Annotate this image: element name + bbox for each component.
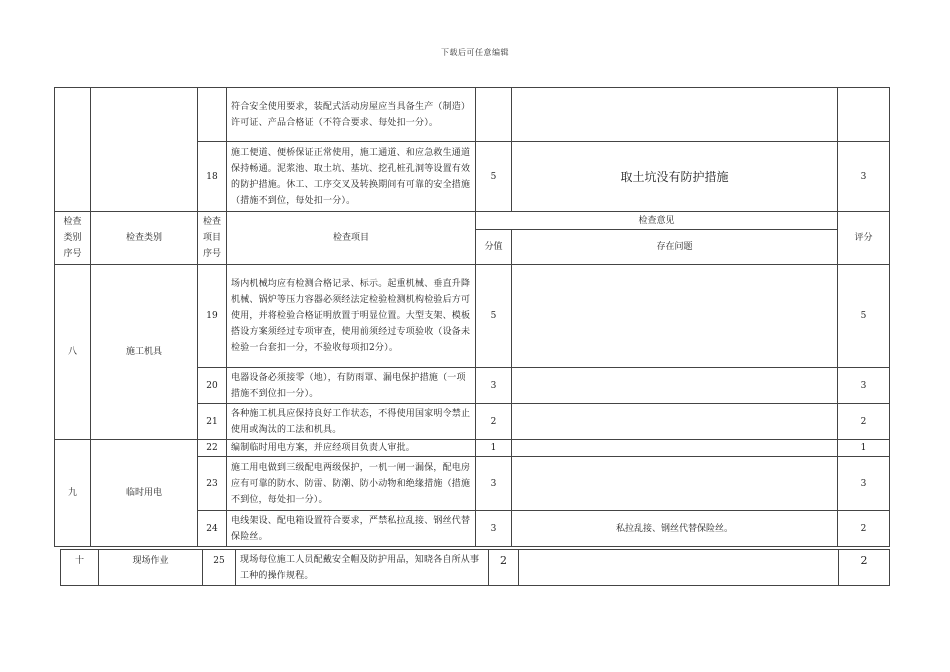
table-row: [61, 550, 890, 586]
category-number-cell: [55, 88, 91, 212]
issue-cell: [512, 88, 838, 142]
category-number-cell: 八: [55, 265, 91, 440]
item-text-cell: 编制临时用电方案，并应经项目负责人审批。: [227, 440, 476, 457]
issue-cell: 取土坑没有防护措施: [512, 142, 838, 212]
item-text-cell: 符合安全使用要求，装配式活动房屋应当具备生产（制造）许可证、产品合格证（不符合要求、每处扣一分）。: [227, 88, 476, 142]
table-row: [55, 440, 890, 457]
item-number-cell: 25: [203, 550, 236, 586]
value-cell: [476, 88, 512, 142]
item-number-cell: 20: [198, 368, 227, 404]
header-item: 检查项目: [227, 212, 476, 265]
value-cell: 1: [476, 440, 512, 457]
issue-cell: [512, 368, 838, 404]
page-header-note: 下载后可任意编辑: [441, 48, 509, 57]
header-opinion: 检查意见: [476, 212, 838, 230]
score-cell: 3: [838, 142, 890, 212]
score-cell: 3: [838, 368, 890, 404]
item-text-cell: 电线架设、配电箱设置符合要求，严禁私拉乱接、钢丝代替保险丝。: [227, 511, 476, 547]
item-text-cell: 各种施工机具应保持良好工作状态，不得使用国家明令禁止使用或淘汰的工法和机具。: [227, 404, 476, 440]
score-cell: 2: [839, 550, 890, 586]
category-name-cell: 现场作业: [99, 550, 203, 586]
item-number-cell: 24: [198, 511, 227, 547]
value-cell: 3: [476, 368, 512, 404]
value-cell: 2: [489, 550, 519, 586]
item-number-cell: 19: [198, 265, 227, 368]
category-name-cell: 施工机具: [91, 265, 198, 440]
category-number-cell: 九: [55, 440, 91, 547]
item-number-cell: 18: [198, 142, 227, 212]
item-number-cell: [198, 88, 227, 142]
category-name-cell: [91, 88, 198, 212]
category-name-cell: 临时用电: [91, 440, 198, 547]
table-header-row: [55, 212, 890, 230]
score-cell: 2: [838, 404, 890, 440]
value-cell: 5: [476, 265, 512, 368]
item-text-cell: 现场每位施工人员配戴安全帽及防护用品，知晓各自所从事工种的操作规程。: [236, 550, 489, 586]
header-category-name: 检查类别: [91, 212, 198, 265]
score-cell: 2: [838, 511, 890, 547]
issue-cell: [512, 265, 838, 368]
inspection-table-tail: [60, 549, 890, 586]
header-issues: 存在问题: [512, 230, 838, 265]
item-number-cell: 21: [198, 404, 227, 440]
item-number-cell: 23: [198, 457, 227, 511]
value-cell: 3: [476, 457, 512, 511]
header-score-value: 分值: [476, 230, 512, 265]
issue-cell: 私拉乱接、钢丝代替保险丝。: [512, 511, 838, 547]
category-number-cell: 十: [61, 550, 99, 586]
header-rating: 评分: [838, 212, 890, 265]
header-item-number: 检查 项目 序号: [198, 212, 227, 265]
item-text-cell: 电器设备必须接零（地），有防雨罩、漏电保护措施（一项措施不到位扣一分）。: [227, 368, 476, 404]
item-text-cell: 施工用电做到三级配电两级保护，一机一闸一漏保，配电房应有可靠的防水、防雷、防潮、防小动物和绝缘措施（措施不到位，每处扣一分）。: [227, 457, 476, 511]
header-category-number: 检查 类别 序号: [55, 212, 91, 265]
score-cell: 5: [838, 265, 890, 368]
value-cell: 2: [476, 404, 512, 440]
item-text-cell: 场内机械均应有检测合格记录、标示。起重机械、垂直升降机械、锅炉等压力容器必须经法定检验检测机构检验后方可使用，并将检验合格证明放置于明显位置。大型支架、模板搭设方案须经过专项审查，使用前须经过专项验收（设备未检验一台套扣一分，不验收每项扣2分）。: [227, 265, 476, 368]
score-cell: 3: [838, 457, 890, 511]
value-cell: 5: [476, 142, 512, 212]
table-row: [55, 88, 890, 142]
inspection-table: [54, 87, 890, 547]
score-cell: 1: [838, 440, 890, 457]
table-row: [55, 265, 890, 368]
item-number-cell: 22: [198, 440, 227, 457]
issue-cell: [512, 440, 838, 457]
issue-cell: [512, 404, 838, 440]
issue-cell: [519, 550, 839, 586]
score-cell: [838, 88, 890, 142]
value-cell: 3: [476, 511, 512, 547]
item-text-cell: 施工便道、便桥保证正常使用，施工通道、和应急救生通道保持畅通。泥浆池、取土坑、基坑、挖孔桩孔洞等设置有效的防护措施。休工、工序交叉及转换期间有可靠的安全措施（措施不到位，每处扣一分）。: [227, 142, 476, 212]
issue-cell: [512, 457, 838, 511]
